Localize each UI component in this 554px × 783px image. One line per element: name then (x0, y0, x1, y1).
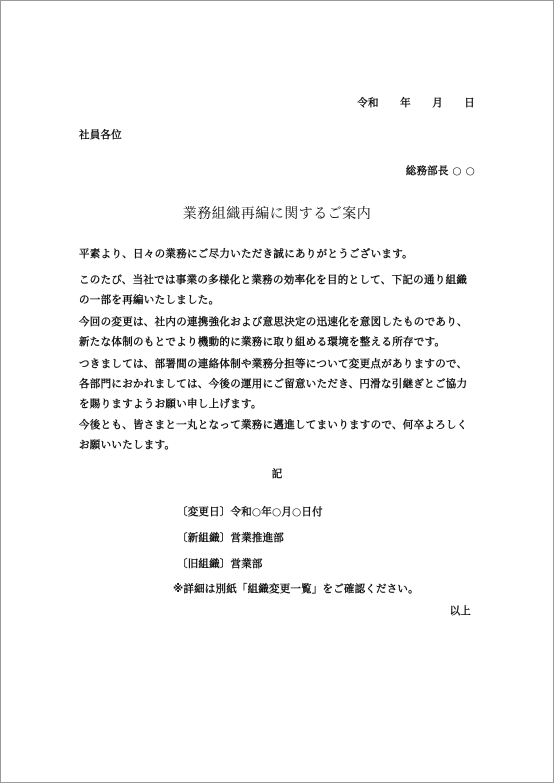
detail-item-new-org: 〔新組織〕営業推進部 (177, 532, 284, 544)
detail-item-old-org: 〔旧組織〕営業部 (177, 558, 263, 570)
sender: 総務部長 ○ ○ (405, 165, 475, 177)
ki-heading: 記 (271, 468, 283, 480)
document-title: 業務組織再編に関するご案内 (182, 206, 372, 222)
body-paragraph: このたび、当社では事業の多様化と業務の効率化を目的として、下記の通り組織の一部を再編いたしました。 (79, 274, 468, 306)
body-paragraph: 今回の変更は、社内の連携強化および意思決定の迅速化を意図したものであり、新たな体制のもとでより機動的に業務に取り組める環境を整える所存です。 (79, 316, 468, 348)
body-paragraph: 平素より、日々の業務にご尽力いただき誠にありがとうございます。 (79, 248, 413, 260)
detail-note: ※詳細は別紙「組織変更一覧」をご確認ください。 (173, 583, 419, 595)
body-paragraph: 今後とも、皆さまと一丸となって業務に邁進してまいりますので、何卒よろしくお願いいたします。 (79, 419, 468, 451)
detail-item-change-date: 〔変更日〕令和○年○月○日付 (177, 506, 323, 518)
document-date: 令和 年 月 日 (357, 97, 475, 109)
addressee: 社員各位 (79, 129, 122, 141)
closing: 以上 (449, 605, 471, 617)
body-paragraph: つきましては、部署間の連絡体制や業務分担等について変更点がありますので、各部門におかれましては、今後の運用にご留意いただき、円滑な引継ぎとご協力を賜りますようお願い申し上げます。 (79, 358, 468, 410)
